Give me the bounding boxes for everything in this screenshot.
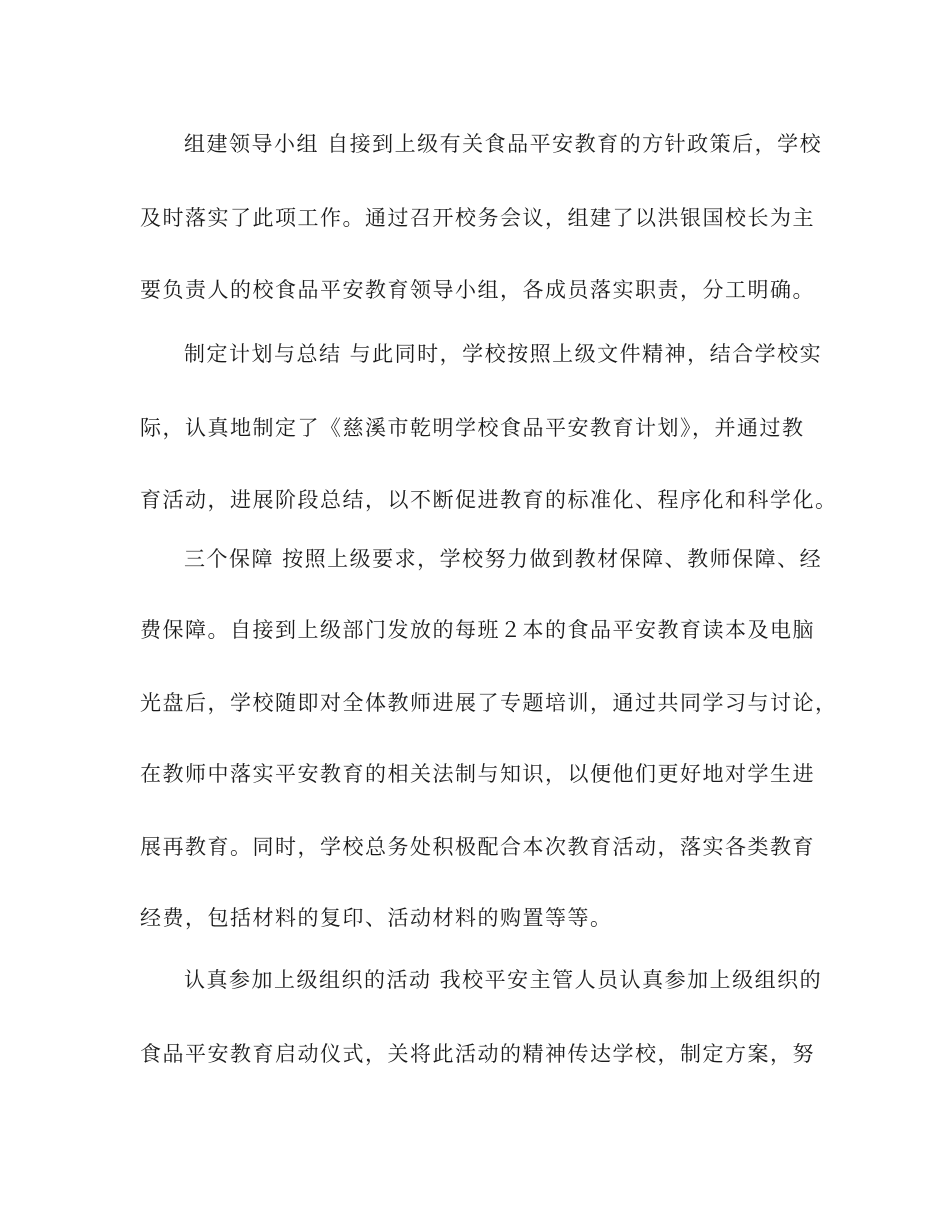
paragraph-3-line-3: 光盘后，学校随即对全体教师进展了专题培训，通过共同学习与讨论， [140,691,838,715]
paragraph-3-line-5: 展再教育。同时，学校总务处积极配合本次教育活动，落实各类教育 [140,835,815,859]
paragraph-1-line-3: 要负责人的校食品平安教育领导小组，各成员落实职责，分工明确。 [140,278,815,302]
paragraph-1-line-1: 组建领导小组 自接到上级有关食品平安教育的方针政策后，学校 [184,132,823,156]
paragraph-3-line-2: 费保障。自接到上级部门发放的每班２本的食品平安教育读本及电脑 [140,618,815,642]
paragraph-2-line-3: 育活动，进展阶段总结，以不断促进教育的标准化、程序化和科学化。 [140,488,838,512]
paragraph-4-line-2: 食品平安教育启动仪式，关将此活动的精神传达学校，制定方案，努 [140,1042,815,1066]
paragraph-2-line-2: 际，认真地制定了《慈溪市乾明学校食品平安教育计划》，并通过教 [140,416,805,440]
paragraph-1-line-2: 及时落实了此项工作。通过召开校务会议，组建了以洪银国校长为主 [140,206,815,230]
paragraph-3-line-1: 三个保障 按照上级要求，学校努力做到教材保障、教师保障、经 [184,547,823,571]
paragraph-3-line-6: 经费，包括材料的复印、活动材料的购置等等。 [140,906,613,930]
paragraph-4-line-1: 认真参加上级组织的活动 我校平安主管人员认真参加上级组织的 [184,968,823,992]
paragraph-3-line-4: 在教师中落实平安教育的相关法制与知识，以便他们更好地对学生进 [140,762,815,786]
paragraph-2-line-1: 制定计划与总结 与此同时，学校按照上级文件精神，结合学校实 [184,342,823,366]
